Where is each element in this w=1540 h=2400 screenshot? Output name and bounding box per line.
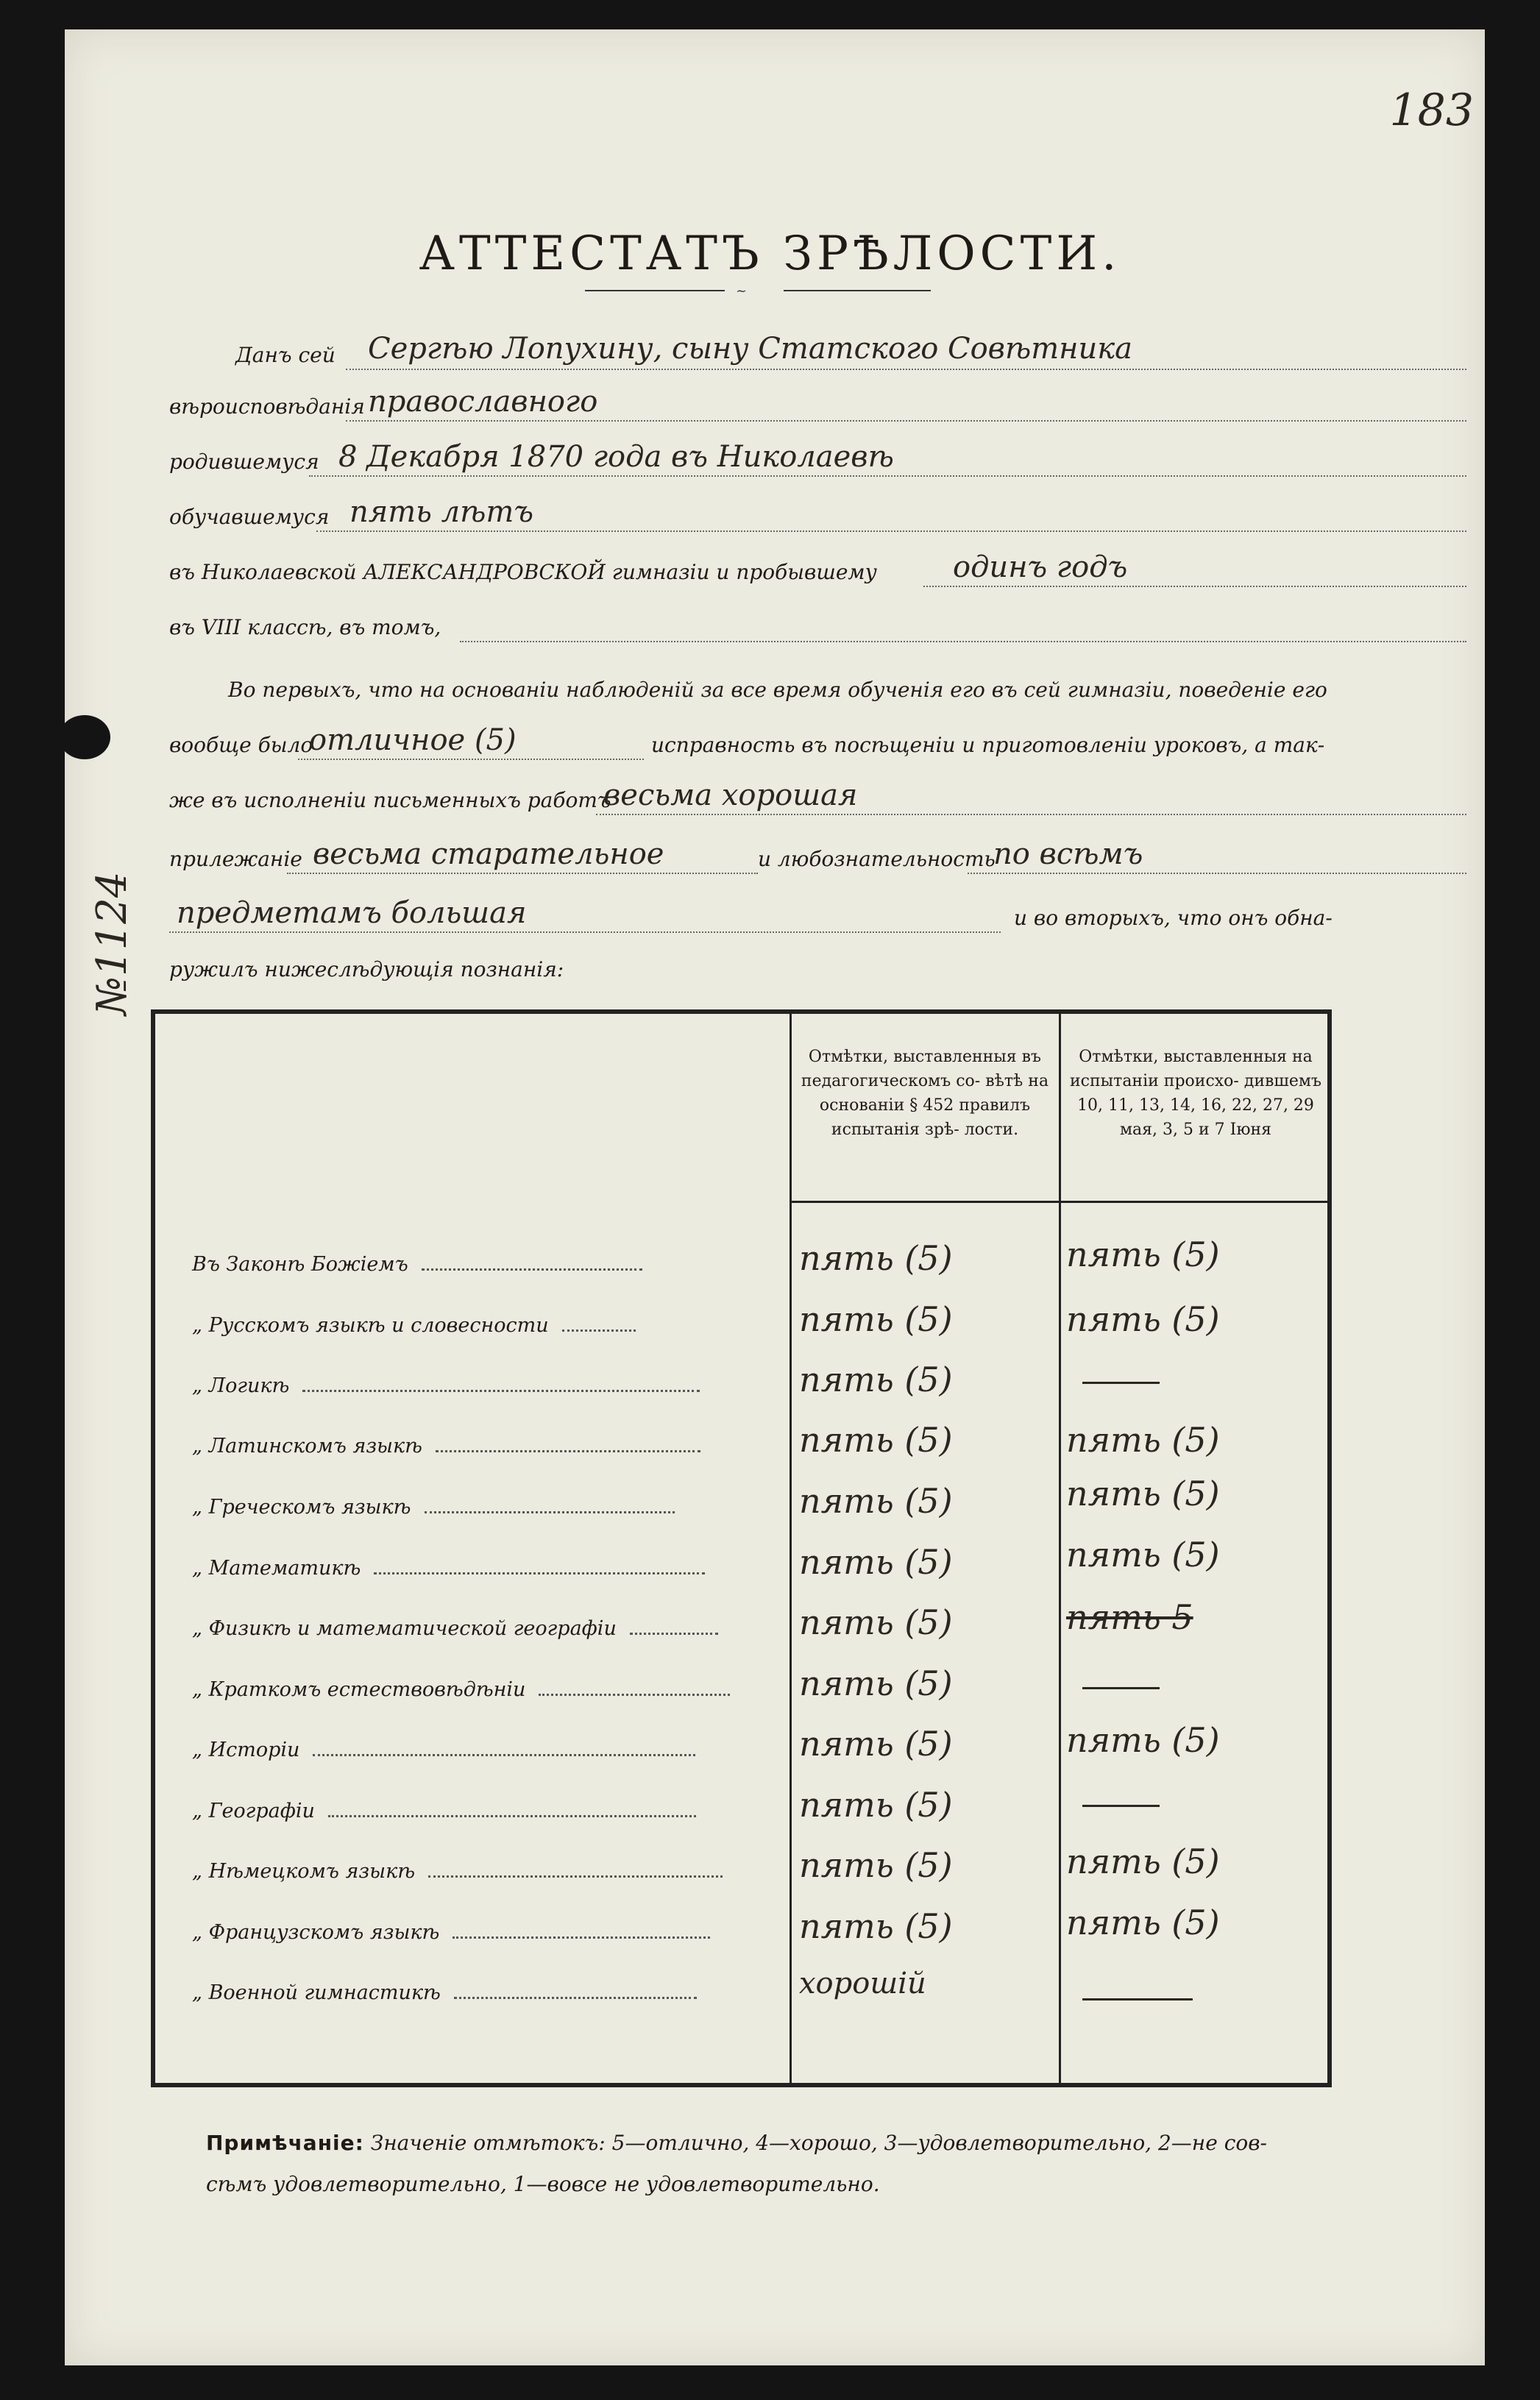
behavior-line-1: Во первыхъ, что на основаніи наблюденій за все время обученія его въ сей гимназіи, поведеніе его bbox=[228, 678, 1327, 702]
grade-exam: пять (5) bbox=[1066, 1474, 1220, 1513]
subject-row: „ Математикѣ bbox=[192, 1557, 781, 1580]
grade-council: пять (5) bbox=[799, 1906, 953, 1946]
field-given-value: Сергѣю Лопухину, сыну Статского Совѣтника bbox=[368, 332, 1133, 366]
written-value: весьма хорошая bbox=[603, 778, 858, 812]
field-gymnasium: въ Николаевской АЛЕКСАНДРОВСКОЙ гимназіи и пробывшему одинъ годъ bbox=[169, 544, 1466, 592]
grade-council: пять (5) bbox=[799, 1360, 953, 1399]
grade-council: пять (5) bbox=[799, 1845, 953, 1885]
subject-row: „ Латинскомъ языкѣ bbox=[192, 1435, 781, 1458]
grade-council: пять (5) bbox=[799, 1481, 953, 1521]
grade-exam: пять (5) bbox=[1066, 1420, 1220, 1460]
grade-council: пять (5) bbox=[799, 1602, 953, 1642]
grade-exam-dash bbox=[1082, 1805, 1160, 1807]
conduct-value: отличное (5) bbox=[309, 723, 517, 757]
grade-exam: пять (5) bbox=[1066, 1842, 1220, 1881]
grades-table bbox=[151, 1009, 1332, 2087]
field-given: Данъ сей Сергѣю Лопухину, сыну Статского Совѣтника bbox=[169, 327, 1466, 374]
field-class: въ VIII классѣ, въ томъ, bbox=[169, 600, 1466, 647]
grade-council: пять (5) bbox=[799, 1299, 953, 1339]
subject-row: „ Военной гимнастикѣ bbox=[192, 1981, 781, 2004]
grade-council: пять (5) bbox=[799, 1724, 953, 1764]
grade-exam: пять (5) bbox=[1066, 1535, 1220, 1574]
behavior-line-4: прилежаніе весьма старательное и любознательность по всѣмъ bbox=[169, 831, 1466, 878]
grade-exam: пять (5) bbox=[1066, 1903, 1220, 1942]
grade-council: пять (5) bbox=[799, 1664, 953, 1703]
sheet-number: 183 bbox=[1389, 85, 1474, 136]
behavior-line-6: ружилъ нижеслѣдующія познанія: bbox=[169, 957, 564, 981]
grade-council: пять (5) bbox=[799, 1420, 953, 1460]
subjects-value: предметамъ большая bbox=[177, 896, 527, 930]
field-studied-value: пять лѣтъ bbox=[349, 495, 534, 529]
subject-row: „ Физикѣ и математической географіи bbox=[192, 1617, 781, 1640]
col-header-exam: Отмѣтки, выставленныя на испытаніи происхо- дившемъ 10, 11, 13, 14, 16, 22, 27, 29 мая, 3, 5 и 7 Іюня bbox=[1069, 1048, 1322, 1139]
behavior-line-5: предметамъ большая и во вторыхъ, что онъ обна- bbox=[169, 890, 1466, 937]
grade-council: пять (5) bbox=[799, 1542, 953, 1582]
document-title: АТТЕСТАТЪ ЗРѢЛОСТИ. bbox=[419, 226, 1121, 281]
grade-exam-struck: пять 5 bbox=[1066, 1597, 1193, 1637]
curiosity-value: по всѣмъ bbox=[993, 837, 1143, 871]
subject-row: „ Французскомъ языкѣ bbox=[192, 1921, 781, 1944]
field-religion: вѣроисповѣданія православного bbox=[169, 379, 1466, 426]
side-number: №1124 bbox=[88, 871, 136, 1015]
grade-exam: пять (5) bbox=[1066, 1235, 1220, 1274]
field-born-value: 8 Декабря 1870 года въ Николаевѣ bbox=[338, 440, 894, 474]
subject-row: „ Нѣмецкомъ языкѣ bbox=[192, 1860, 781, 1883]
field-religion-value: православного bbox=[368, 385, 598, 419]
footnote: Примѣчаніе: Значеніе отмѣтокъ: 5—отлично, 4—хорошо, 3—удовлетворительно, 2—не сов- сѣмъ удовлетворительно, 1—вовсе не удовлетворительно. bbox=[206, 2131, 1268, 2196]
grade-council: хорошій bbox=[799, 1967, 926, 2000]
title-ornament: ~ bbox=[585, 283, 931, 298]
field-gymnasium-value: одинъ годъ bbox=[953, 550, 1128, 584]
behavior-line-2: вообще было отличное (5) исправность въ посѣщеніи и приготовленіи уроковъ, а так- bbox=[169, 717, 1466, 764]
subject-row: „ Русскомъ языкѣ и словесности bbox=[192, 1314, 781, 1337]
field-born: родившемуся 8 Декабря 1870 года въ Николаевѣ bbox=[169, 434, 1466, 481]
grade-council: пять (5) bbox=[799, 1238, 953, 1278]
footnote-label: Примѣчаніе: bbox=[206, 2131, 364, 2155]
grade-exam-dash bbox=[1082, 1687, 1160, 1689]
grade-exam-dash bbox=[1082, 1998, 1193, 2000]
subject-row: „ Исторіи bbox=[192, 1739, 781, 1761]
grade-exam: пять (5) bbox=[1066, 1299, 1220, 1339]
col-header-council: Отмѣтки, выставленныя въ педагогическомъ со- вѣтѣ на основаніи § 452 правилъ испытанія зрѣ- лости. bbox=[801, 1048, 1049, 1139]
diligence-value: весьма старательное bbox=[313, 837, 664, 871]
paper-tear bbox=[59, 715, 110, 759]
subject-row: Въ Законѣ Божіемъ bbox=[192, 1253, 781, 1276]
grade-council: пять (5) bbox=[799, 1785, 953, 1825]
subject-row: „ Греческомъ языкѣ bbox=[192, 1496, 781, 1519]
behavior-line-3: же въ исполненіи письменныхъ работъ весьма хорошая bbox=[169, 773, 1466, 820]
subject-row: „ Логикѣ bbox=[192, 1374, 781, 1397]
grade-exam-dash bbox=[1082, 1382, 1160, 1384]
subject-row: „ Географіи bbox=[192, 1800, 781, 1822]
field-studied: обучавшемуся пять лѣтъ bbox=[169, 489, 1466, 536]
grade-exam: пять (5) bbox=[1066, 1720, 1220, 1760]
subject-row: „ Краткомъ естествовѣдѣніи bbox=[192, 1678, 781, 1701]
